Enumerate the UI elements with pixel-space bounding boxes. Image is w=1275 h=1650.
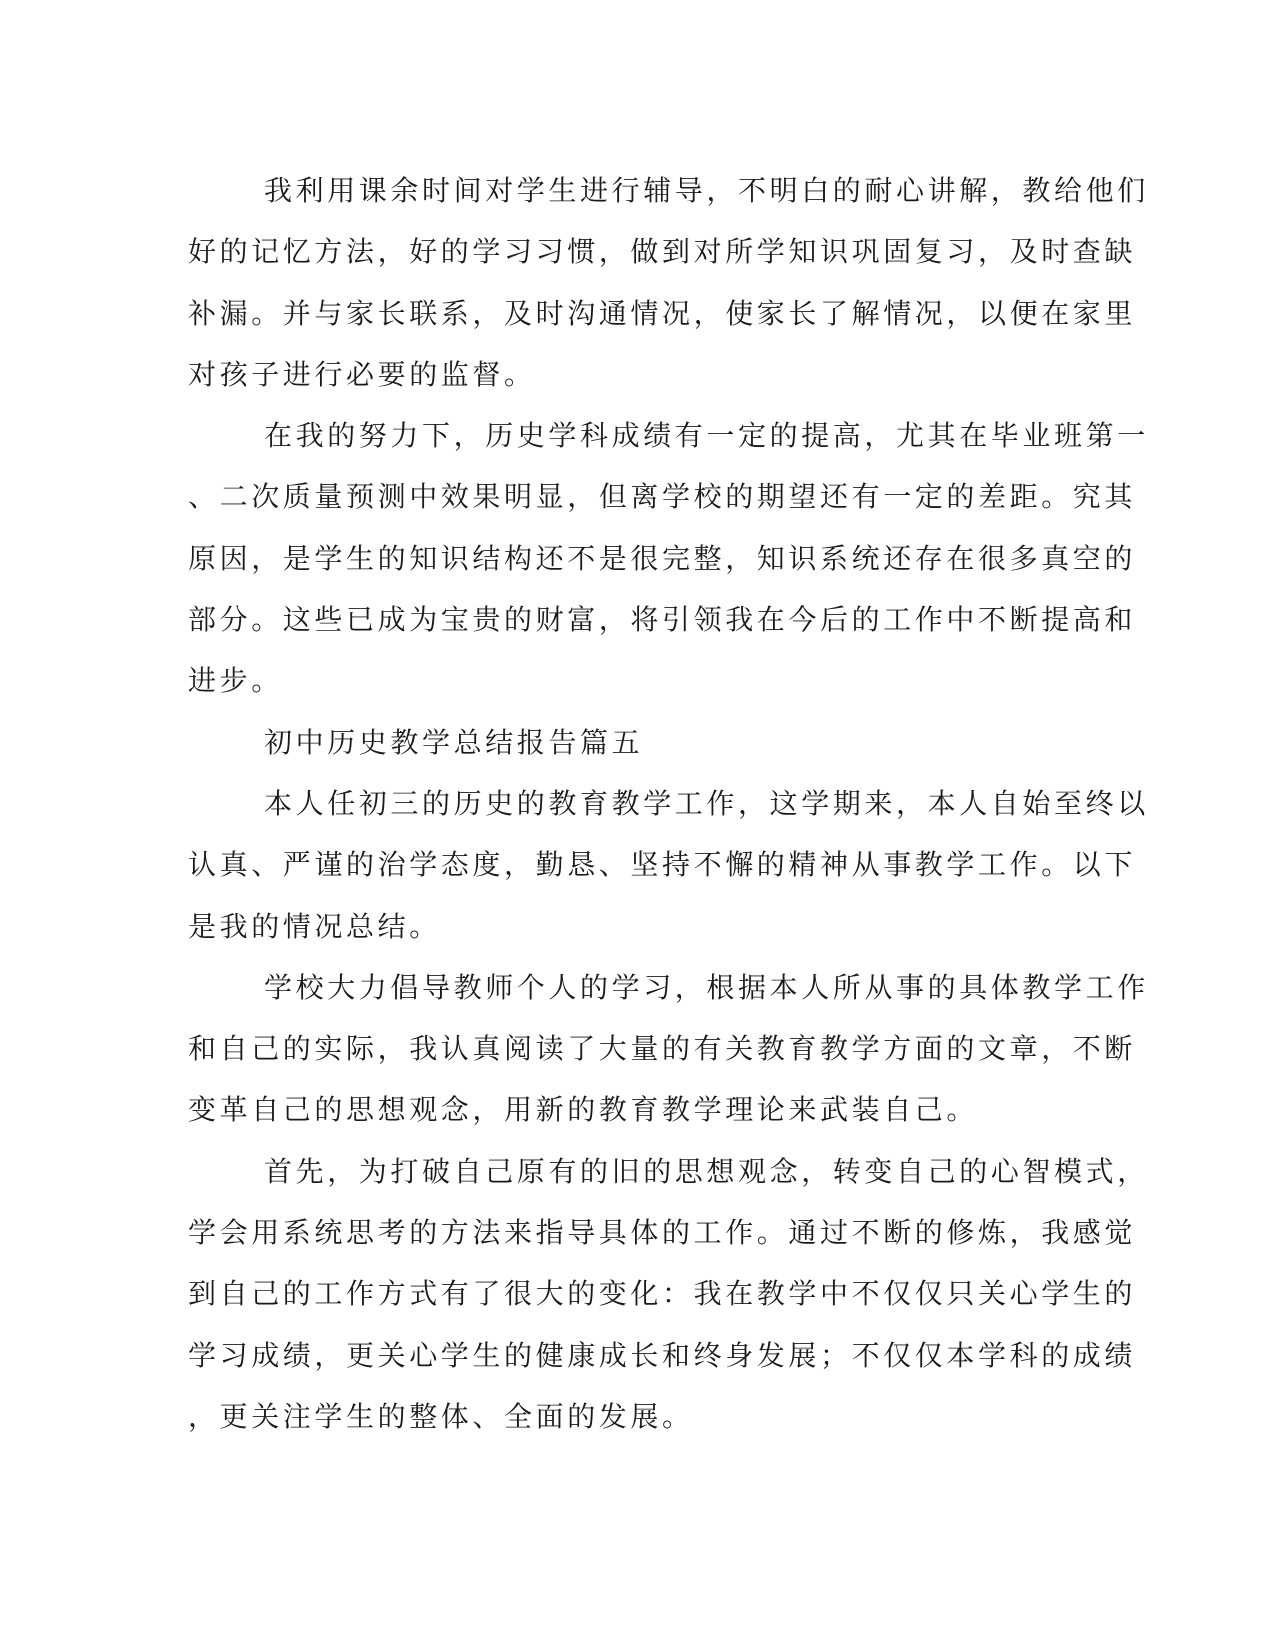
paragraph-1-line-2: 好的记忆方法，好的学习习惯，做到对所学知识巩固复习，及时查缺 bbox=[188, 235, 1137, 269]
paragraph-3-line-1: 本人任初三的历史的教育教学工作，这学期来，本人自始至终以 bbox=[264, 786, 1149, 820]
paragraph-3-line-2: 认真、严谨的治学态度，勤恳、坚持不懈的精神从事教学工作。以下 bbox=[188, 848, 1137, 882]
paragraph-1-line-1: 我利用课余时间对学生进行辅导，不明白的耐心讲解，教给他们 bbox=[264, 174, 1149, 207]
paragraph-4-line-3: 变革自己的思想观念，用新的教育教学理论来武装自己。 bbox=[188, 1093, 979, 1127]
section-heading: 初中历史教学总结报告篇五 bbox=[264, 725, 644, 759]
paragraph-2-line-3: 原因，是学生的知识结构还不是很完整，知识系统还存在很多真空的 bbox=[188, 541, 1137, 575]
paragraph-5-line-2: 学会用系统思考的方法来指导具体的工作。通过不断的修炼，我感觉 bbox=[188, 1216, 1137, 1250]
document-body bbox=[188, 160, 1149, 1447]
paragraph-5-line-5: ，更关注学生的整体、全面的发展。 bbox=[188, 1399, 694, 1433]
paragraph-5-line-1: 首先，为打破自己原有的旧的思想观念，转变自己的心智模式， bbox=[264, 1154, 1149, 1188]
paragraph-2-line-1: 在我的努力下，历史学科成绩有一定的提高，尤其在毕业班第一 bbox=[264, 419, 1149, 453]
paragraph-1-line-3: 补漏。并与家长联系，及时沟通情况，使家长了解情况，以便在家里 bbox=[188, 296, 1137, 330]
paragraph-5-line-3: 到自己的工作方式有了很大的变化：我在教学中不仅仅只关心学生的 bbox=[188, 1277, 1137, 1311]
paragraph-2-line-5: 进步。 bbox=[188, 664, 283, 698]
paragraph-5-line-4: 学习成绩，更关心学生的健康成长和终身发展；不仅仅本学科的成绩 bbox=[188, 1338, 1137, 1372]
paragraph-1-line-4: 对孩子进行必要的监督。 bbox=[188, 357, 536, 391]
paragraph-2-line-4: 部分。这些已成为宝贵的财富，将引领我在今后的工作中不断提高和 bbox=[188, 603, 1137, 637]
paragraph-3-line-3: 是我的情况总结。 bbox=[188, 909, 441, 943]
paragraph-2-line-2: 、二次质量预测中效果明显，但离学校的期望还有一定的差距。究其 bbox=[188, 480, 1137, 514]
paragraph-4-line-2: 和自己的实际，我认真阅读了大量的有关教育教学方面的文章，不断 bbox=[188, 1032, 1137, 1066]
paragraph-4-line-1: 学校大力倡导教师个人的学习，根据本人所从事的具体教学工作 bbox=[264, 970, 1149, 1004]
